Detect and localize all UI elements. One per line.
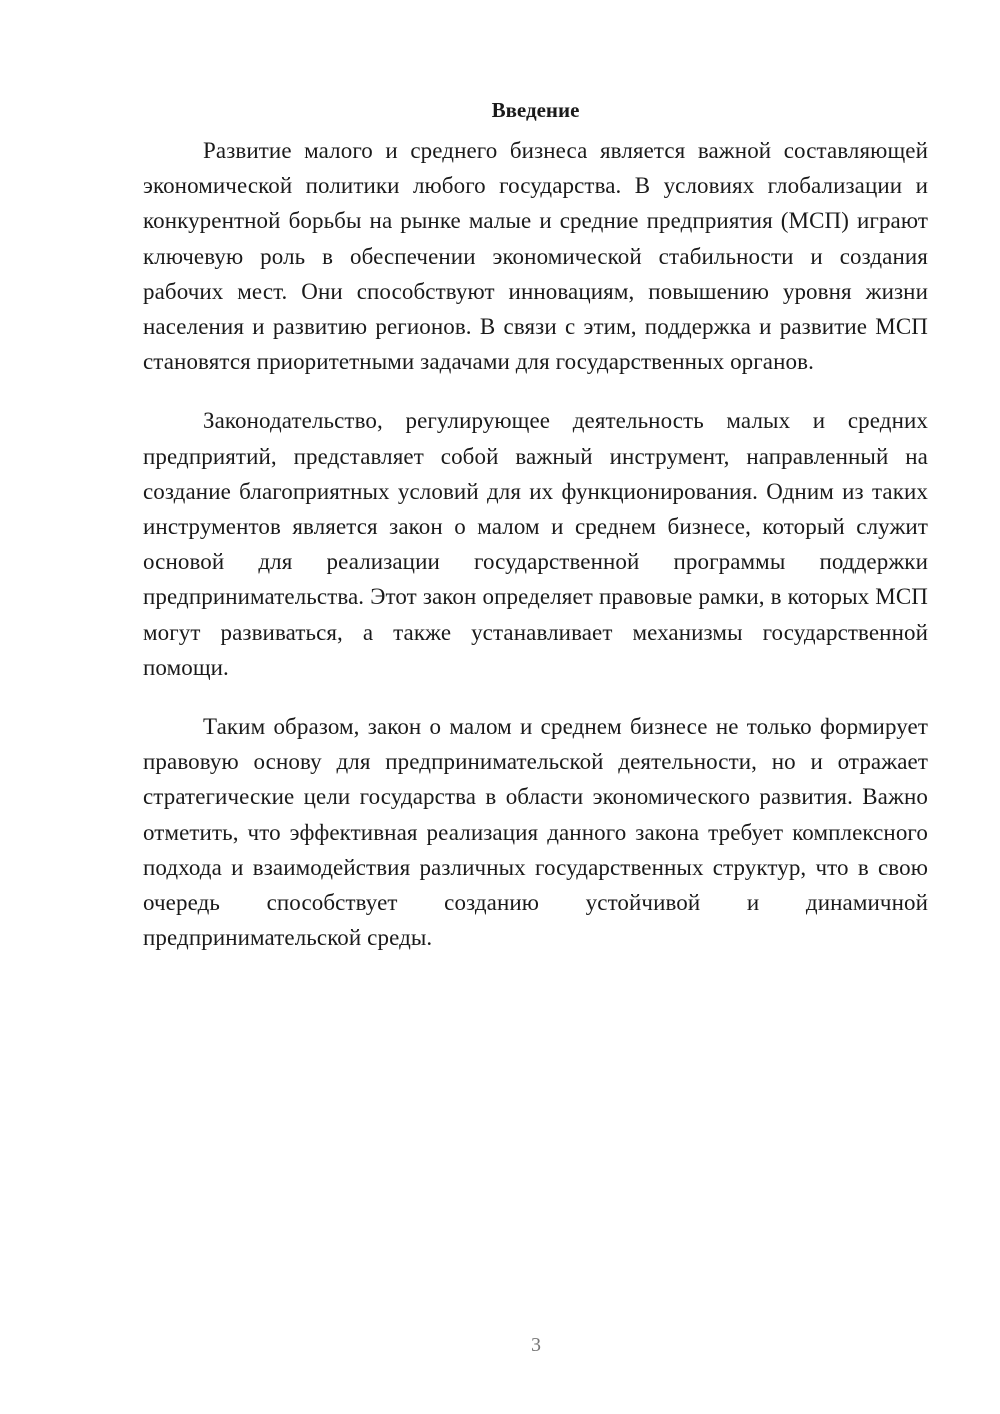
paragraph-3: Таким образом, закон о малом и среднем бизнесе не только формирует правовую основу для предпринимательской деятельности, но и отражает стратегические цели государства в области экономического развития. Важно отметить, что эффективная реализация данного закона требует комплексного подхода и взаимодействия различных государственных структур, что в свою очередь способствует созданию устойчивой и динамичной предпринимательской среды. [143,714,928,951]
paragraph-2: Законодательство, регулирующее деятельность малых и средних предприятий, представляет собой важный инструмент, направленный на создание благоприятных условий для их функционирования. Одним из таких инструментов является закон о малом и среднем бизнесе, который служит основой для реализации государственной программы поддержки предпринимательства. Этот закон определяет правовые рамки, в которых МСП могут развиваться, а также устанавливает механизмы государственной помощи. [143,408,928,680]
section-title: Введение [491,98,580,122]
page-number: 3 [531,1334,541,1356]
document-body [143,95,928,979]
paragraph-1: Развитие малого и среднего бизнеса является важной составляющей экономической политики любого государства. В условиях глобализации и конкурентной борьбы на рынке малые и средние предприятия (МСП) играют ключевую роль в обеспечении экономической стабильности и создания рабочих мест. Они способствуют инновациям, повышению уровня жизни населения и развитию регионов. В связи с этим, поддержка и развитие МСП становятся приоритетными задачами для государственных органов. [143,138,928,375]
